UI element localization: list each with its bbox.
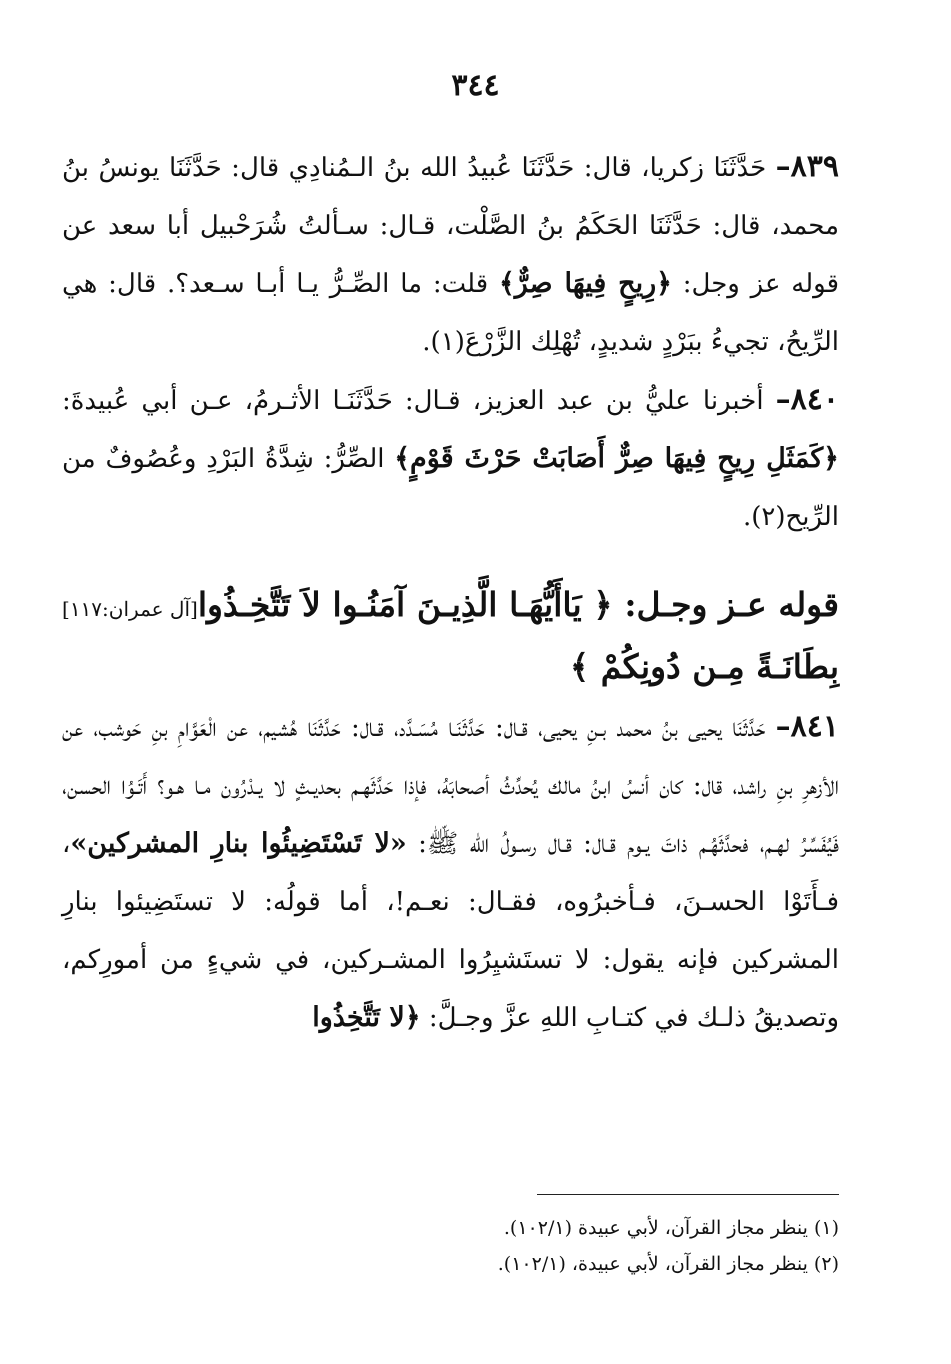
quran-quote: ﴿رِيحٍ فِيهَا صِرٌّ﴾ <box>498 268 672 299</box>
hadith-841 <box>62 698 839 1047</box>
hadith-text: حَدَّثَنَا زكريا، قال: حَدَّثَنَا عُبيدُ الله بنُ الـمُنادِي قال: حَدَّثَنَا يونسُ بنُ محمد، قال: حَدَّثَنَا الحَكَمُ بنُ الصَّلْت، قـال: سـألتُ شُرَحْبيل أبا سعد عن قوله عز وجل: <box>62 153 840 299</box>
quran-quote: ﴿كَمَثَلِ رِيحٍ فِيهَا صِرٌّ أَصَابَتْ حَرْثَ قَوْمٍ﴾ <box>394 443 839 474</box>
hadith-text: قلت: ما الصِّـرُّ يـا أبـا سـعد؟. قال: هي الرِّيحُ، تجيءُ ببَرْدٍ شديدٍ، تُهْلِك الزَّرْعَ(١). <box>62 269 839 357</box>
quran-quote: ﴿لا تَتَّخِذُوا <box>312 1002 421 1033</box>
hadith-text: ، فـأَتَوْا الحسـنَ، فـأخبرُوه، فقـال: نعـم!، أما قولُه: لا تستَضِيئوا بنارِ المشركين فإنه يقول: لا تستَشيِرُوا المشـركين، في شيءٍ من أمورِكم، وتصديقُ ذلـك في كتـابِ اللهِ عزَّ وجـلَّ: <box>62 829 839 1033</box>
hadith-number: ٨٤١– <box>775 709 839 744</box>
footnote-1: (١) ينظر مجاز القرآن، لأبي عبيدة (١٠٢/١). <box>503 1217 839 1239</box>
verse-reference: [آل عمران:١١٧] <box>62 597 198 621</box>
hadith-number: ٨٤٠– <box>775 382 839 417</box>
prophetic-saying: «لا تَسْتَضِيئُوا بنارِ المشركين» <box>70 828 407 859</box>
hadith-text: الصِّرُّ: شِدَّةُ البَرْدِ وعُصُوفٌ من الرِّيح(٢). <box>62 444 839 532</box>
footnote-divider <box>537 1194 839 1195</box>
main-text <box>62 138 839 1047</box>
footnote-2: (٢) ينظر مجاز القرآن، لأبي عبيدة، (١٠٢/١). <box>497 1253 839 1275</box>
footnotes <box>59 1210 839 1282</box>
heading-text: قوله عـز وجـل: ﴿ يَاأَيُّهَـا الَّذِيـنَ آمَنُـوا لاَ تَتَّخِـذُوا بِطَانَـةً مِـن دُونِكُمْ ﴾ <box>197 585 839 686</box>
hadith-number: ٨٣٩– <box>775 149 839 184</box>
hadith-840 <box>62 371 839 546</box>
hadith-839 <box>62 138 839 371</box>
hadith-text: أخبرنا عليُّ بن عبد العزيز، قـال: حَدَّثَنَـا الأثـرمُ، عـن أبي عُبيدةَ: <box>62 386 776 416</box>
hadith-text: حَدَّثَنَا يحيى بنُ محمد بـنِ يحيى، قـال: حَدَّثَنَـا مُسَـدَّد، قـال: حَدَّثَنَا هُشيم، عن الْعَوَّامِ بنِ حَوشب، عن الأزهرِ بنِ راشد، قال: كان أنسُ ابنُ مالك يُحدِّثُ أصحابَهُ، فإذا حَدَّثَهـم بحديـثٍ لا يـدْرُون مـا هـو؟ أَتَـوُا الحسن، فَيُفَسِّرُ لهـم، فحدَّثَهُـم ذاتَ يـوم قـال: قـال رسـولُ الله ﷺ: <box>62 713 840 859</box>
section-heading <box>62 574 839 698</box>
page-number: ٣٤٤ <box>451 68 500 103</box>
